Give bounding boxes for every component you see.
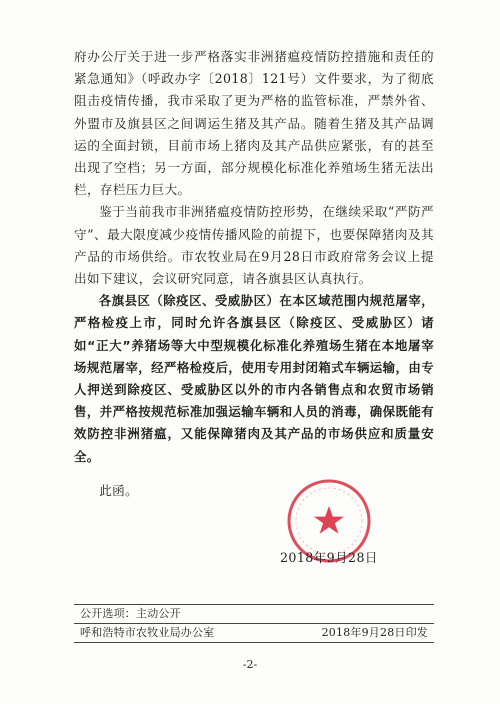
issuer-row [74,624,434,642]
seal-star-icon [314,506,344,534]
disclosure-row [74,605,434,623]
issuing-office: 呼和浩特市农牧业局办公室 [80,626,215,639]
closing-line: 此函。 [99,482,139,498]
signature-date: 2018年9月28日 [280,550,378,565]
document-footer [74,604,434,643]
page-number: -2- [242,658,258,671]
paragraph-1: 府办公厅关于进一步严格落实非洲猪瘟疫情防控措施和责任的紧急通知》（呼政办字〔2018〕121号）文件要求，为了彻底阻击疫情传播，我市采取了更为严格的监管标准，严禁外省、外盟市及旗县区之间调运生猪及其产品。随着生猪及其产品调运的全面封锁，目前市场上猪肉及其产品供应紧张，有的甚至出现了空档；另一方面，部分规模化标准化养殖场生猪无法出栏，存栏压力巨大。 [74,49,434,198]
paragraph-2: 鉴于当前我市非洲猪瘟疫情防控形势，在继续采取“严防严守”、最大限度减少疫情传播风险的前提下，也要保障猪肉及其产品的市场供给。市农牧业局在9月28日市政府常务会议上提出如下建议，会议研究同意，请各旗县区认真执行。 [74,204,434,287]
letter-body [74,46,434,502]
paragraph-3: 各旗县区（除疫区、受威胁区）在本区域范围内规范屠宰，严格检疫上市，同时允许各旗县区（除疫区、受威胁区）诸如“正大”养猪场等大中型规模化标准化养殖场生猪在本地屠宰场规范屠宰，经严格检疫后，使用专用封闭箱式车辆运输，由专人押送到除疫区、受威胁区以外的市内各销售点和农贸市场销售，并严格按规范标准加强运输车辆和人员的消毒，确保既能有效防控非洲猪瘟，又能保障猪肉及其产品的市场供应和质量安全。 [74,293,434,464]
disclosure-label: 公开选项：主动公开 [80,607,181,620]
print-date: 2018年9月28日印发 [321,626,428,639]
